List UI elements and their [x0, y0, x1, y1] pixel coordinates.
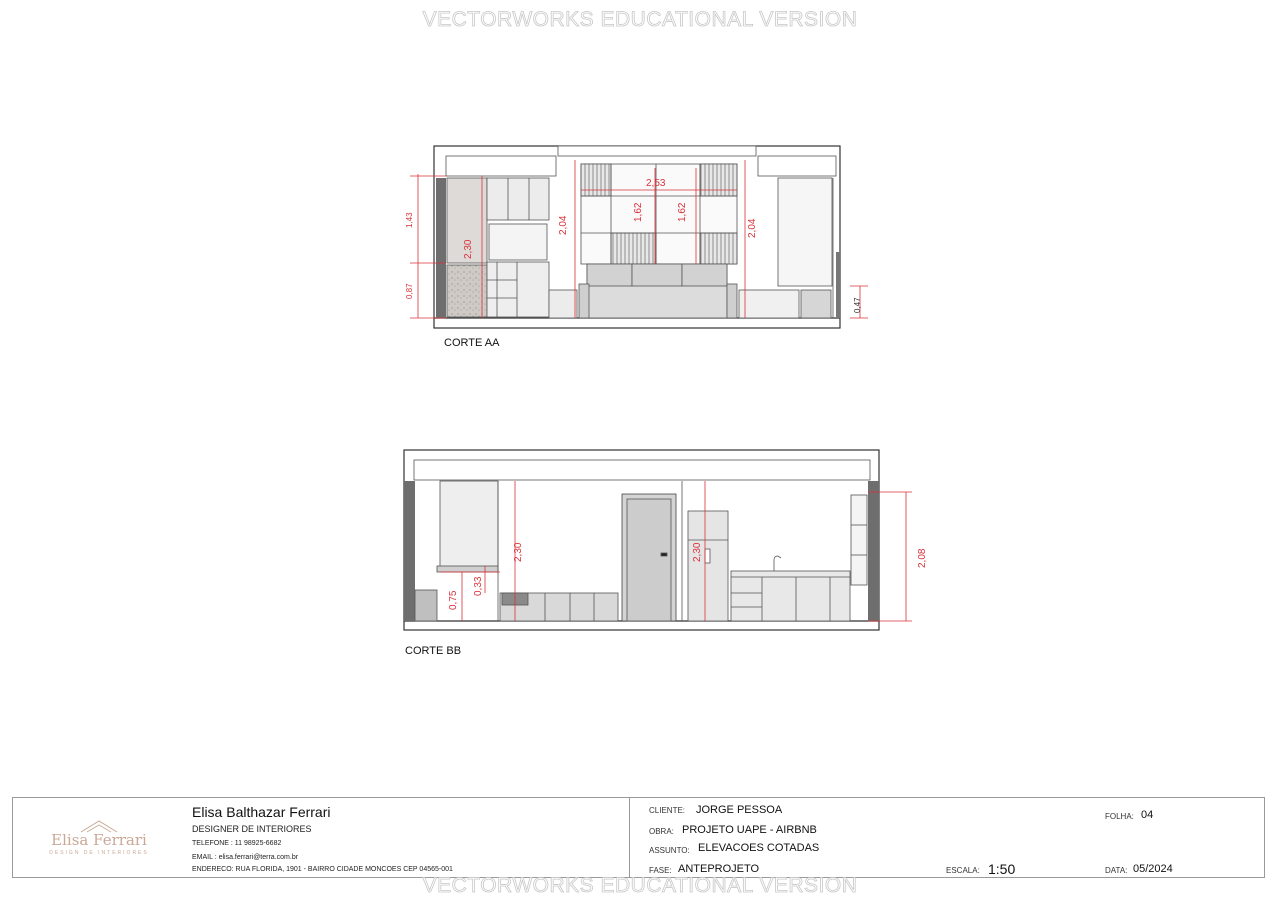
corte-aa-elevation [434, 146, 840, 328]
designer-phone: TELEFONE : 11 98925-6682 [192, 840, 282, 847]
designer-role: DESIGNER DE INTERIORES [192, 824, 312, 834]
dim-bb-0-75: 0,75 [448, 590, 459, 610]
logo [39, 818, 159, 858]
dim-aa-2-30: 2,30 [463, 239, 474, 259]
dim-aa-2-04-right: 2,04 [747, 218, 758, 238]
corte-bb-elevation [404, 450, 879, 630]
dim-aa-0-87: 0,87 [405, 283, 414, 299]
phase-value: ANTEPROJETO [678, 863, 760, 875]
dim-bb-2-30-right: 2,30 [692, 542, 703, 562]
designer-email: EMAIL : elisa.ferrari@terra.com.br [192, 854, 299, 861]
section-label-corte-bb: CORTE BB [405, 645, 462, 657]
dim-bb-2-30-left: 2,30 [513, 542, 524, 562]
logo-name: Elisa Ferrari [51, 831, 147, 849]
phase-label: FASE: [649, 866, 672, 875]
subject-value: ELEVACOES COTADAS [698, 842, 820, 854]
scale-value: 1:50 [988, 861, 1016, 877]
scale-label: ESCALA: [946, 866, 980, 875]
dim-aa-1-43: 1,43 [405, 212, 414, 228]
designer-address: ENDERECO: RUA FLORIDA, 1901 - BAIRRO CIDADE MONCOES CEP 04565-001 [192, 866, 453, 873]
watermark-top: VECTORWORKS EDUCATIONAL VERSION [422, 8, 858, 31]
date-value: 05/2024 [1133, 863, 1173, 875]
section-label-corte-aa: CORTE AA [444, 337, 500, 349]
dim-bb-0-33: 0,33 [473, 576, 484, 596]
sheet-value: 04 [1141, 809, 1154, 821]
dim-aa-1-62-right: 1,62 [677, 202, 688, 222]
dim-aa-0-47: 0,47 [853, 297, 862, 313]
subject-label: ASSUNTO: [649, 846, 690, 855]
date-label: DATA: [1105, 866, 1128, 875]
work-label: OBRA: [649, 827, 674, 836]
dim-aa-2-04-left: 2,04 [558, 215, 569, 235]
title-block [12, 797, 1265, 878]
client-value: JORGE PESSOA [696, 804, 783, 816]
watermark-bottom: VECTORWORKS EDUCATIONAL VERSION [422, 874, 858, 897]
client-label: CLIENTE: [649, 806, 686, 815]
dim-aa-1-62-left: 1,62 [633, 202, 644, 222]
logo-subtitle: DESIGN DE INTERIORES [49, 850, 149, 856]
dim-aa-2-53: 2,53 [646, 178, 666, 189]
title-block-divider [629, 798, 630, 877]
work-value: PROJETO UAPE - AIRBNB [682, 824, 817, 836]
designer-name: Elisa Balthazar Ferrari [192, 804, 331, 820]
dim-bb-2-08: 2,08 [917, 548, 928, 568]
sheet-label: FOLHA: [1105, 812, 1134, 821]
